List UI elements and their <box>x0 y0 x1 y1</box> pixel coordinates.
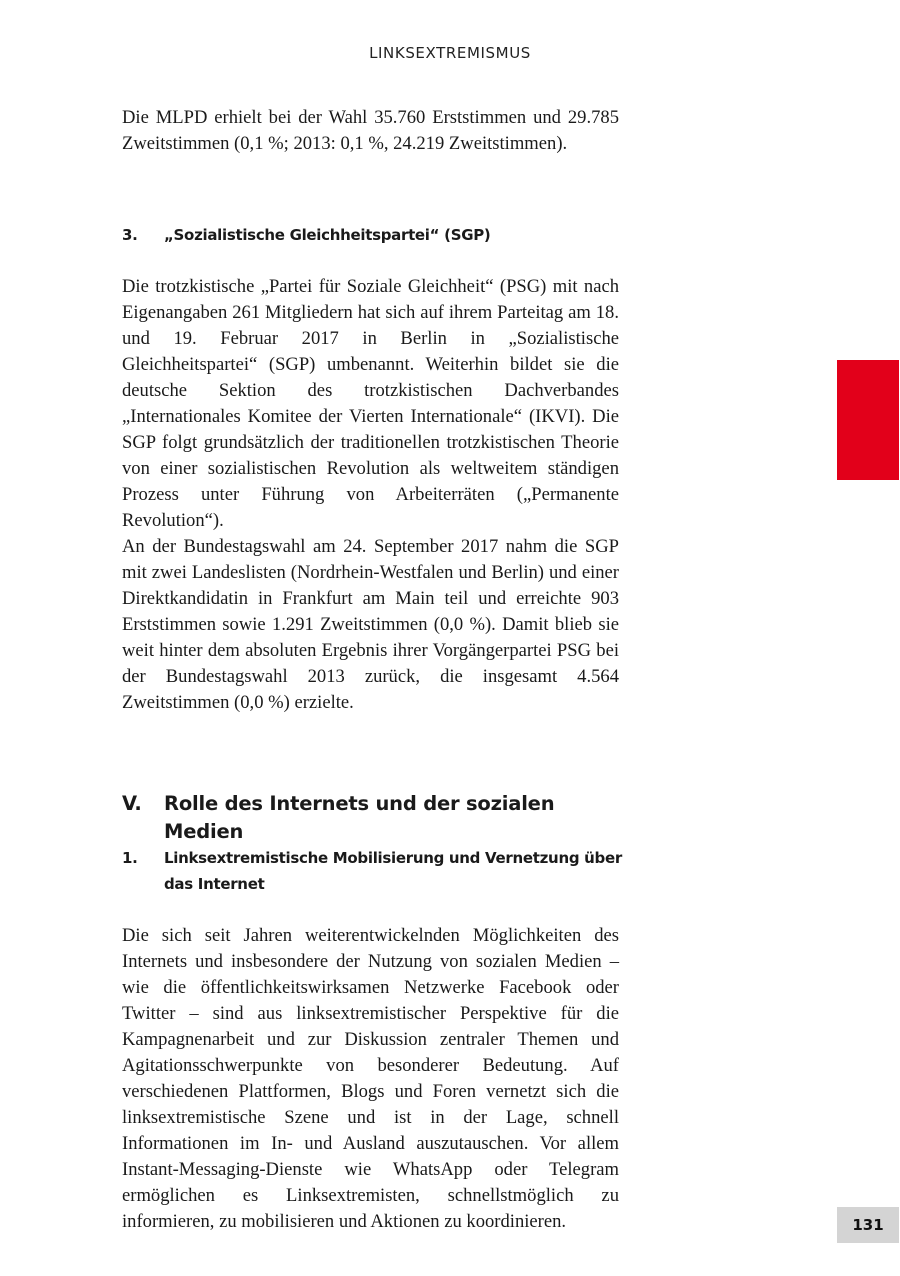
paragraph-internet-mobilisierung: Die sich seit Jahren weiterentwickelnden Möglichkeiten des Internets und insbesondere der Nutzung von sozialen Medien – wie die öffentlichkeitswirksamen Netzwerke Facebook oder Twitter – sind aus linksextremistischer Perspektive für die Kampagnenarbeit und zur Diskussion zentraler Themen und Agitationsschwerpunkte von besonderer Bedeutung. Auf verschiedenen Plattformen, Blogs und Foren vernetzt sich die linksextremistische Szene und ist in der Lage, schnell Informationen im In- und Ausland auszutauschen. Vor allem Instant-Messaging-Dienste wie WhatsApp oder Telegram ermöglichen es Linksextremisten, schnellstmöglich zu informieren, zu mobilisieren und Aktionen zu koordinieren. <box>122 925 619 1232</box>
section-heading-sgp <box>122 222 622 248</box>
chapter-heading-internet <box>122 790 622 846</box>
chapter-number: V. <box>122 792 142 815</box>
section-number: 3. <box>122 226 138 244</box>
section-title: Linksextremistische Mobilisierung und Vernetzung über das Internet <box>164 849 622 893</box>
section-number: 1. <box>122 849 138 867</box>
chapter-title: Rolle des Internets und der sozialen Medien <box>164 792 555 843</box>
paragraph-mlpd-result: Die MLPD erhielt bei der Wahl 35.760 Erststimmen und 29.785 Zweitstimmen (0,1 %; 2013: 0,1 %, 24.219 Zweitstimmen). <box>122 107 619 154</box>
chapter-marker-tab <box>837 360 899 480</box>
section-heading-mobilisierung <box>122 845 622 897</box>
section-title: „Sozialistische Gleichheitspartei“ (SGP) <box>164 226 491 244</box>
paragraph-sgp-intro: Die trotzkistische „Partei für Soziale Gleichheit“ (PSG) mit nach Eigenangaben 261 Mitgliedern hat sich auf ihrem Parteitag am 18. und 19. Februar 2017 in Berlin in „Sozialistische Gleichheitspartei“ (SGP) umbenannt. Weiterhin bildet sie die deutsche Sektion des trotzkistischen Dachverbandes „Internationales Komitee der Vierten Internationale“ (IKVI). Die SGP folgt grundsätzlich der traditionellen trotzkistischen Theorie von einer sozialistischen Revolution als weltweitem ständigen Prozess unter Führung von Arbeiterräten („Permanente Revolution“). <box>122 276 619 531</box>
paragraph-sgp-election: An der Bundestagswahl am 24. September 2017 nahm die SGP mit zwei Landeslisten (Nordrhein-Westfalen und Berlin) und einer Direktkandidatin in Frankfurt am Main teil und erreichte 903 Erststimmen sowie 1.291 Zweitstimmen (0,0 %). Damit blieb sie weit hinter dem absoluten Ergebnis ihrer Vorgängerpartei PSG bei der Bundestagswahl 2013 zurück, die insgesamt 4.564 Zweitstimmen (0,0 %) erzielte. <box>122 536 619 713</box>
page-number: 131 <box>837 1207 899 1243</box>
running-header: LINKSEXTREMISMUS <box>369 44 531 62</box>
